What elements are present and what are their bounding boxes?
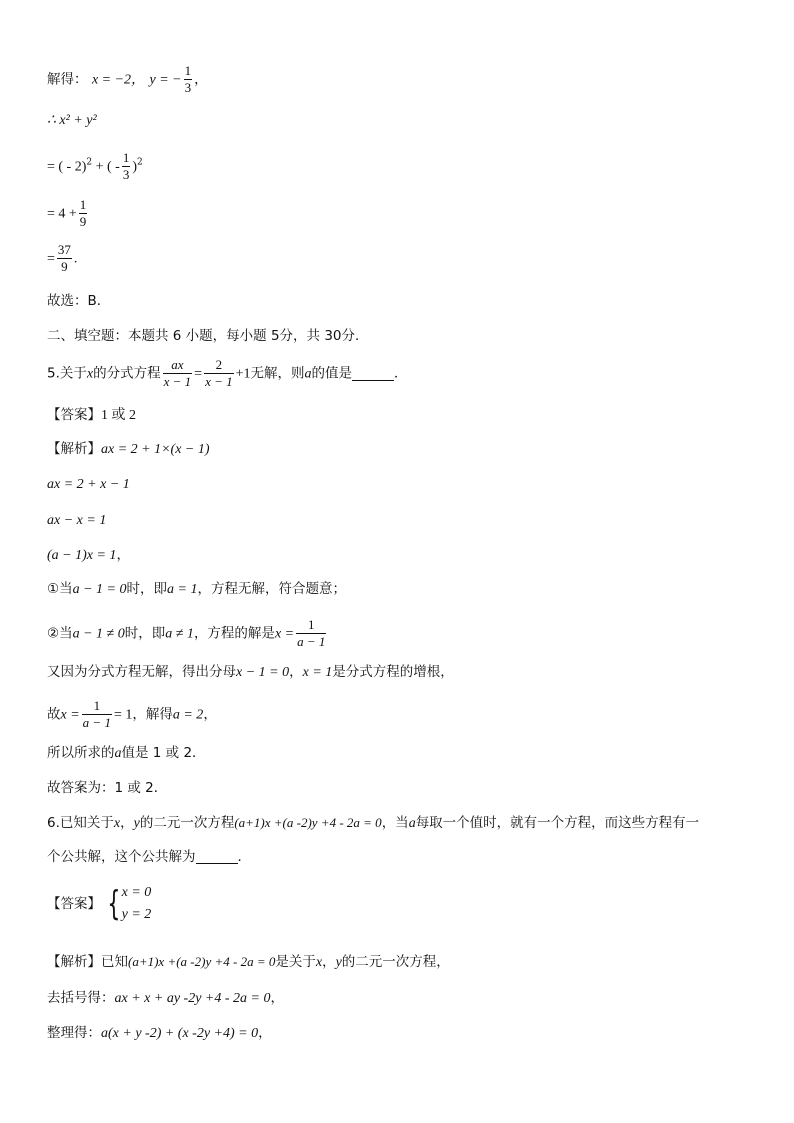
equation-step: ax = 2 + x − 1 — [47, 477, 130, 492]
result-line: = $\frac{37}{9}$ . — [47, 242, 78, 274]
case-1: ①当a − 1 = 0时，即a = 1，方程无解，符合题意； — [47, 581, 346, 597]
so-line: 故x = $\frac{1}{a - 1}$ = 1，解得a = 2， — [47, 698, 217, 730]
final-answer-5: 故答案为：1 或 2． — [47, 780, 168, 796]
equation-step: (a − 1)x = 1， — [47, 547, 130, 563]
equation-system: x = 0 y = 2 — [121, 885, 152, 922]
brace-icon: { — [107, 884, 121, 924]
solution-line-1: 解得： x = −2， y = − $\frac{1}{3}$ ， — [47, 63, 208, 95]
choice-line: 故选：B． — [47, 293, 111, 309]
fraction: $\frac{1}{a - 1}$ — [82, 698, 111, 730]
question-5: 5.关于x的分式方程 $\frac{ax}{x - 1}$ = $\frac{2}{x - 1}$ +1无解，则a的值是 ． — [47, 357, 408, 389]
solution-5: 【解析】ax = 2 + 1×(x − 1) — [47, 441, 210, 457]
fraction: $\frac{1}{3}$ — [184, 63, 192, 95]
answer-blank — [196, 849, 238, 864]
therefore-line: ∴ x² + y² — [47, 113, 97, 128]
fraction: $\frac{2}{x - 1}$ — [205, 357, 233, 389]
answer-blank — [352, 366, 394, 381]
fraction: $\frac{37}{9}$ — [57, 242, 71, 274]
fraction: $\frac{1}{a - 1}$ — [297, 617, 326, 649]
conclusion-line: 所以所求的a值是 1 或 2． — [47, 745, 206, 761]
fraction: $\frac{1}{9}$ — [79, 197, 87, 229]
sum-line: = 4 + $\frac{1}{9}$ — [47, 197, 87, 229]
equation-step: ax − x = 1 — [47, 513, 107, 528]
question-6-cont: 个公共解，这个公共解为 ． — [47, 849, 251, 865]
answer-6: 【答案】 { x = 0 y = 2 — [47, 884, 152, 924]
section-heading: 二、填空题：本题共 6 小题，每小题 5分，共 30分． — [47, 328, 369, 344]
step-arrange: 整理得：a(x + y -2) + (x -2y +4) = 0， — [47, 1025, 272, 1041]
reason-line: 又因为分式方程无解，得出分母x − 1 = 0，x = 1是分式方程的增根， — [47, 664, 454, 680]
answer-5: 【答案】1 或 2 — [47, 407, 136, 423]
question-6: 6.已知关于x，y的二元一次方程(a+1)x +(a -2)y +4 - 2a = 0，当a每取一个值时，就有一个方程，而这些方程有一 — [47, 815, 700, 831]
expansion-line: = ( - 2)$^2$ + ( - $\frac{1}{3}$ )$^2$ — [47, 150, 143, 182]
solution-6: 【解析】已知(a+1)x +(a -2)y +4 - 2a = 0是关于x，y的二元一次方程， — [47, 954, 450, 970]
fraction: $\frac{1}{3}$ — [122, 150, 130, 182]
step-expand: 去括号得：ax + x + ay -2y +4 - 2a = 0， — [47, 990, 284, 1006]
fraction: $\frac{ax}{x - 1}$ — [163, 357, 192, 389]
case-2: ②当a − 1 ≠ 0时，即a ≠ 1，方程的解是x = $\frac{1}{a - 1}$ — [47, 617, 326, 649]
